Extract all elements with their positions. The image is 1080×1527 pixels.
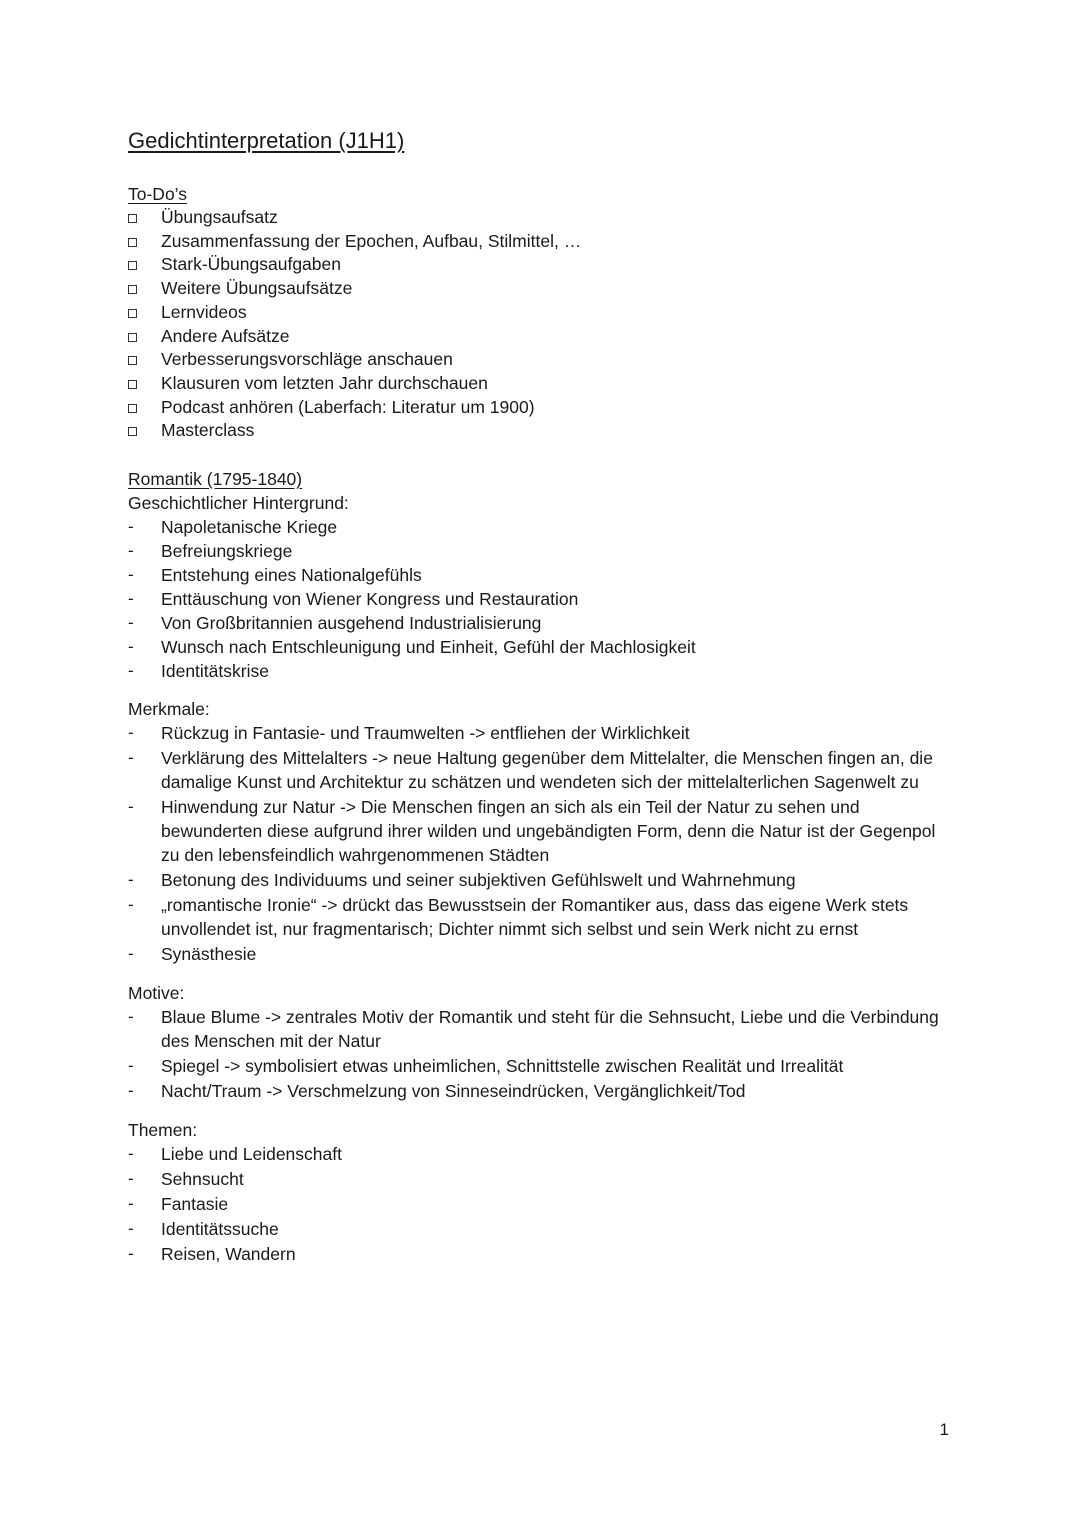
romantik-heading: Romantik (1795-1840) <box>128 469 303 490</box>
dash-bullet: - <box>128 895 134 915</box>
motive-heading: Motive: <box>128 983 185 1004</box>
list-item: - Rückzug in Fantasie- und Traumwelten -> entfliehen der Wirklichkeit <box>128 723 690 744</box>
checkbox-icon[interactable] <box>128 380 137 389</box>
dash-bullet: - <box>128 748 134 768</box>
todo-item: Stark-Übungsaufgaben <box>128 253 948 277</box>
checkbox-icon[interactable] <box>128 333 137 342</box>
merkmale-heading: Merkmale: <box>128 699 210 720</box>
checkbox-icon[interactable] <box>128 214 137 223</box>
dash-bullet: - <box>128 541 134 561</box>
list-item: - Spiegel -> symbolisiert etwas unheimlichen, Schnittstelle zwischen Realität und Irrealität <box>128 1056 844 1077</box>
list-item: - Identitätskrise <box>128 661 269 682</box>
todo-item: Verbesserungsvorschläge anschauen <box>128 348 948 372</box>
list-item: - Synästhesie <box>128 944 257 965</box>
hintergrund-list <box>128 515 948 683</box>
list-item: - Befreiungskriege <box>128 541 293 562</box>
page-number: 1 <box>939 1420 949 1439</box>
dash-bullet: - <box>128 1056 134 1076</box>
list-item: - „romantische Ironie“ -> drückt das Bewusstsein der Romantiker aus, dass das eigene Werk stets unvollendet ist, nur fragmentarisch; Dichter nimmt sich selbst und sein Werk nicht zu ernst <box>128 895 909 940</box>
themen-heading: Themen: <box>128 1120 198 1141</box>
checkbox-icon[interactable] <box>128 238 137 247</box>
checkbox-icon[interactable] <box>128 404 137 413</box>
dash-bullet: - <box>128 1244 134 1264</box>
todo-heading: To-Do’s <box>128 184 188 204</box>
document-page <box>128 126 948 1267</box>
dash-bullet: - <box>128 1007 134 1027</box>
list-item: - Wunsch nach Entschleunigung und Einheit, Gefühl der Machlosigkeit <box>128 637 696 658</box>
dash-bullet: - <box>128 870 134 890</box>
todo-item: Masterclass <box>128 419 948 443</box>
dash-bullet: - <box>128 565 134 585</box>
todo-item: Zusammenfassung der Epochen, Aufbau, Stilmittel, … <box>128 230 948 254</box>
list-item: - Betonung des Individuums und seiner subjektiven Gefühlswelt und Wahrnehmung <box>128 870 796 891</box>
dash-bullet: - <box>128 589 134 609</box>
list-item: - Entstehung eines Nationalgefühls <box>128 565 422 586</box>
dash-bullet: - <box>128 1169 134 1189</box>
themen-list <box>128 1142 948 1266</box>
list-item: - Verklärung des Mittelalters -> neue Haltung gegenüber dem Mittelalter, die Menschen fingen an, die damalige Kunst und Architektur zu schätzen und wendeten sich der mittelalterlichen Sagenwelt zu <box>128 748 933 793</box>
todo-item: Weitere Übungsaufsätze <box>128 277 948 301</box>
list-item: - Sehnsucht <box>128 1169 244 1190</box>
todo-item: Andere Aufsätze <box>128 325 948 349</box>
checkbox-icon[interactable] <box>128 427 137 436</box>
hintergrund-heading: Geschichtlicher Hintergrund: <box>128 493 349 514</box>
dash-bullet: - <box>128 1081 134 1101</box>
list-item: - Napoletanische Kriege <box>128 517 338 538</box>
list-item: - Hinwendung zur Natur -> Die Menschen fingen an sich als ein Teil der Natur zu sehen und bewunderten diese aufgrund ihrer wilden und ungebändigten Form, denn die Natur ist der Gegenpol zu den lebensfeindlich wahrgenommenen Städten <box>128 797 936 866</box>
dash-bullet: - <box>128 1194 134 1214</box>
list-item: - Nacht/Traum -> Verschmelzung von Sinneseindrücken, Vergänglichkeit/Tod <box>128 1081 746 1102</box>
spacer <box>128 683 948 697</box>
dash-bullet: - <box>128 1219 134 1239</box>
dash-bullet: - <box>128 613 134 633</box>
todo-item: Übungsaufsatz <box>128 206 948 230</box>
checkbox-icon[interactable] <box>128 261 137 270</box>
page-title: Gedichtinterpretation (J1H1) <box>128 128 405 153</box>
checkbox-icon[interactable] <box>128 285 137 294</box>
checkbox-icon[interactable] <box>128 309 137 318</box>
dash-bullet: - <box>128 797 134 817</box>
todo-list <box>128 206 948 443</box>
checkbox-icon[interactable] <box>128 356 137 365</box>
dash-bullet: - <box>128 661 134 681</box>
list-item: - Blaue Blume -> zentrales Motiv der Romantik und steht für die Sehnsucht, Liebe und die Verbindung des Menschen mit der Natur <box>128 1007 939 1052</box>
spacer <box>128 1104 948 1118</box>
list-item: - Liebe und Leidenschaft <box>128 1144 342 1165</box>
todo-item: Klausuren vom letzten Jahr durchschauen <box>128 372 948 396</box>
todo-item: Podcast anhören (Laberfach: Literatur um 1900) <box>128 396 948 420</box>
list-item: - Identitätssuche <box>128 1219 279 1240</box>
list-item: - Fantasie <box>128 1194 229 1215</box>
todo-item: Lernvideos <box>128 301 948 325</box>
dash-bullet: - <box>128 1144 134 1164</box>
dash-bullet: - <box>128 637 134 657</box>
todo-section <box>128 182 948 443</box>
merkmale-list <box>128 721 948 966</box>
list-item: - Enttäuschung von Wiener Kongress und Restauration <box>128 589 579 610</box>
romantik-section <box>128 467 948 1266</box>
dash-bullet: - <box>128 944 134 964</box>
dash-bullet: - <box>128 723 134 743</box>
spacer <box>128 967 948 981</box>
list-item: - Reisen, Wandern <box>128 1244 296 1265</box>
motive-list <box>128 1005 948 1103</box>
dash-bullet: - <box>128 517 134 537</box>
list-item: - Von Großbritannien ausgehend Industrialisierung <box>128 613 542 634</box>
